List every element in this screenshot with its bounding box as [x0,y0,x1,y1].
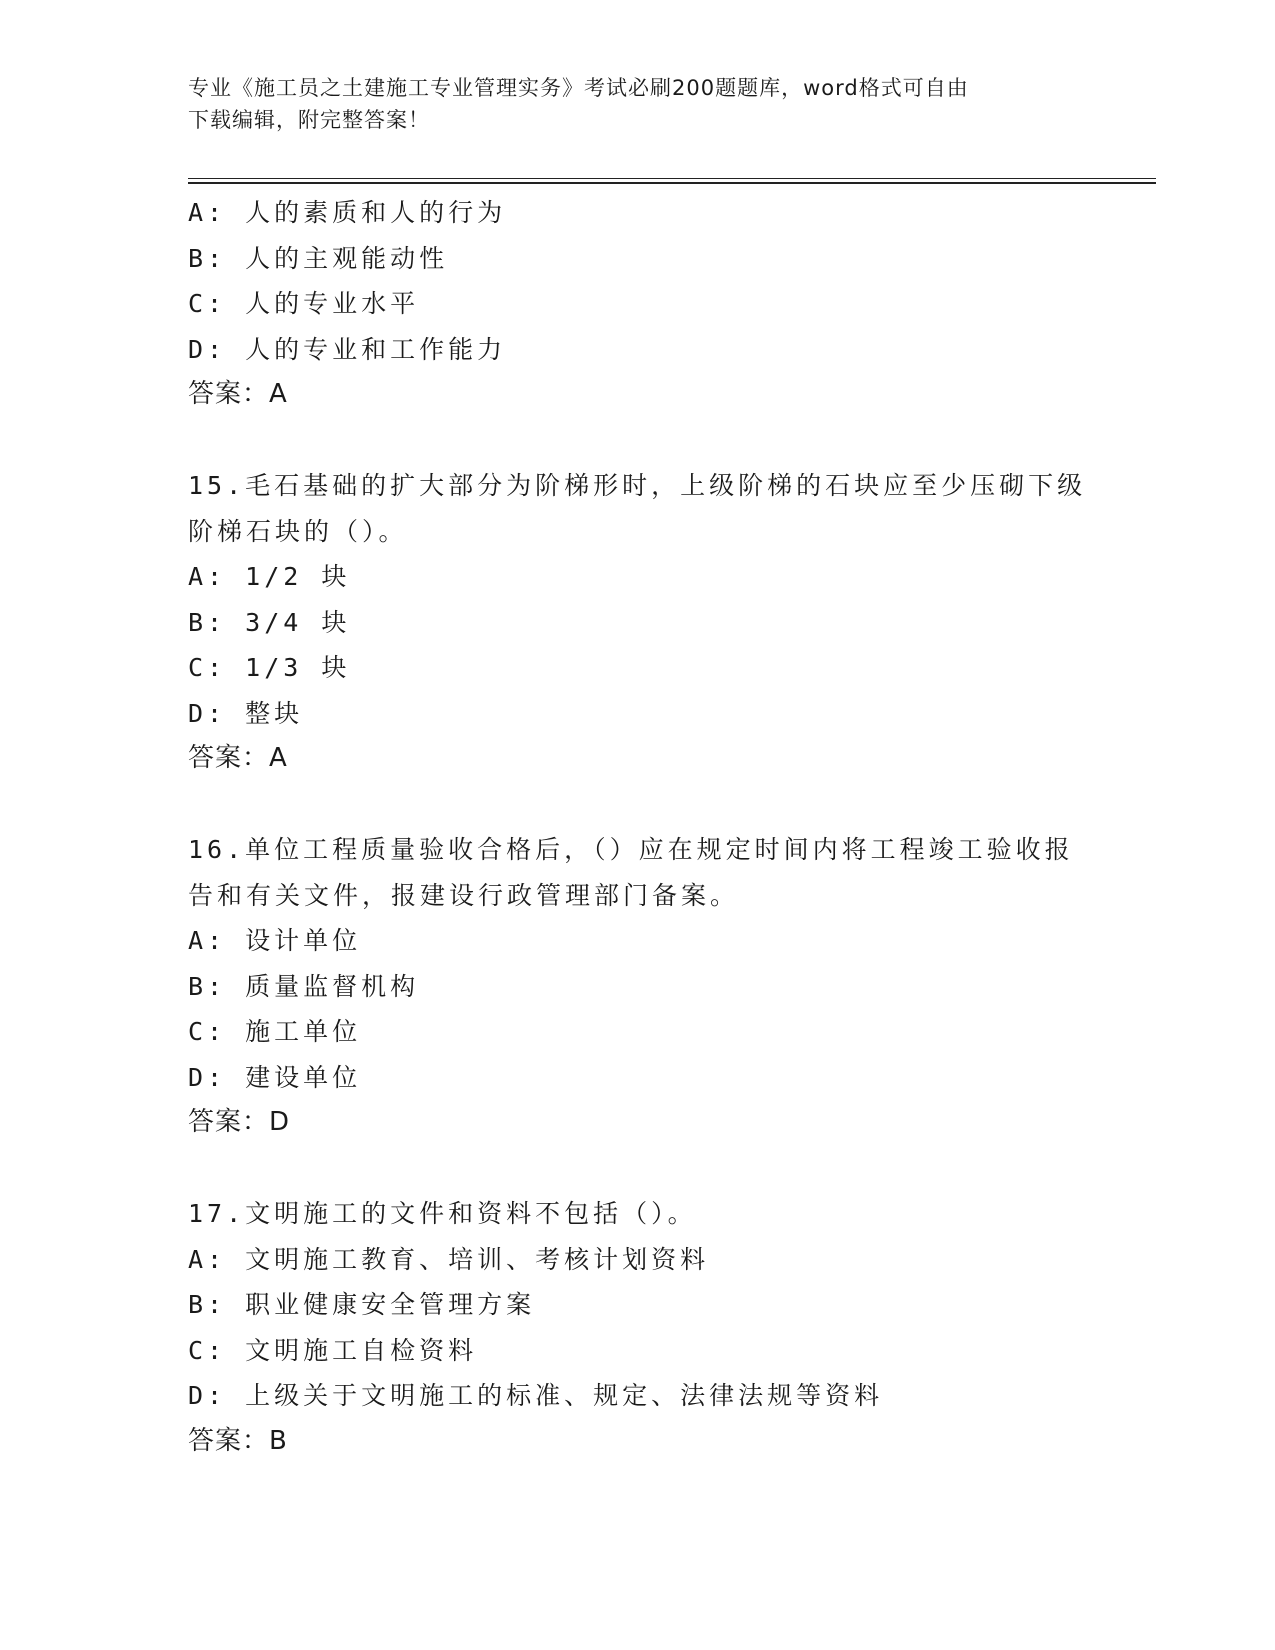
option-d: D: 人的专业和工作能力 [188,334,507,364]
option-d: D: 建设单位 [188,1062,362,1092]
answer-line: 答案：B [188,1425,288,1456]
option-b: B: 3/4 块 [188,607,351,637]
question-16 [188,827,1088,1146]
question-stem-line: 阶梯石块的（）。 [188,516,408,546]
question-17 [188,1191,1088,1464]
header-divider-thick [188,182,1156,184]
option-a: A: 文明施工教育、培训、考核计划资料 [188,1244,710,1274]
answer-line: 答案：A [188,379,288,409]
header-divider-thin [188,178,1156,179]
answer-line: 答案：D [188,1107,291,1137]
spacer [188,418,1088,464]
option-a: A: 人的素质和人的行为 [188,198,507,227]
option-c: C: 人的专业水平 [188,289,420,318]
question-stem-line: 告和有关文件，报建设行政管理部门备案。 [188,880,740,910]
question-15 [188,463,1088,782]
question-14-continued [188,190,1088,418]
document-header [188,72,1068,136]
option-b: B: 人的主观能动性 [188,243,449,273]
option-b: B: 质量监督机构 [188,971,420,1001]
option-d: D: 上级关于文明施工的标准、规定、法律法规等资料 [188,1381,884,1410]
spacer [188,1146,1088,1192]
option-d: D: 整块 [188,698,304,728]
answer-line: 答案：A [188,743,288,773]
question-stem-line: 16.单位工程质量验收合格后，（）应在规定时间内将工程竣工验收报 [188,835,1074,864]
option-c: C: 文明施工自检资料 [188,1335,478,1365]
header-line-2: 下载编辑，附完整答案！ [188,108,430,132]
question-stem-line: 17.文明施工的文件和资料不包括（）。 [188,1199,697,1228]
option-a: A: 1/2 块 [188,562,351,591]
question-stem-line: 15.毛石基础的扩大部分为阶梯形时，上级阶梯的石块应至少压砌下级 [188,471,1087,500]
question-list [188,190,1088,1464]
spacer [188,782,1088,828]
option-b: B: 职业健康安全管理方案 [188,1290,536,1319]
header-line-1: 专业《施工员之土建施工专业管理实务》考试必刷200题题库，word格式可自由 [188,76,969,100]
option-c: C: 1/3 块 [188,653,351,682]
option-a: A: 设计单位 [188,926,362,955]
option-c: C: 施工单位 [188,1017,362,1046]
